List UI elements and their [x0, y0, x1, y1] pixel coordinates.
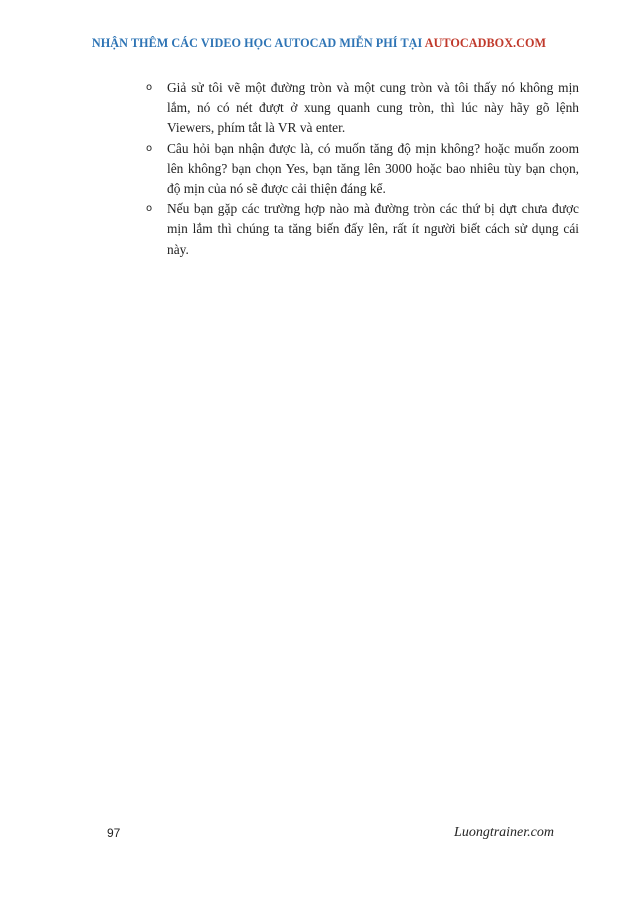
page-header [0, 36, 638, 51]
bullet-marker: o [146, 142, 153, 154]
list-item [143, 78, 579, 139]
header-site-link[interactable]: AUTOCADBOX.COM [424, 36, 547, 50]
bullet-marker: o [146, 203, 153, 215]
page-number: 97 [107, 826, 121, 840]
bullet-marker: o [146, 82, 153, 93]
list-item [143, 199, 579, 260]
bullet-text: Nếu bạn gặp các trường hợp nào mà đường tròn các thứ bị dựt chưa được mịn lắm thì chúng ta tăng biến đấy lên, rất ít người biết cách sử dụng cái này. [167, 201, 579, 257]
bullet-text: Câu hỏi bạn nhận được là, có muốn tăng độ mịn không? hoặc muốn zoom lên không? bạn chọn Yes, bạn tăng lên 3000 hoặc bao nhiêu tùy bạn chọn, độ mịn của nó sẽ được cải thiện đáng kể. [167, 140, 579, 197]
bullet-list [143, 78, 579, 260]
footer-site-link[interactable]: Luongtrainer.com [454, 825, 554, 840]
header-lead-text: NHẬN THÊM CÁC VIDEO HỌC AUTOCAD MIỄN PHÍ TẠI [91, 36, 425, 50]
list-item [143, 139, 579, 200]
bullet-text: Giả sử tôi vẽ một đường tròn và một cung tròn và tôi thấy nó không mịn lắm, nó có nét đượt ở xung quanh cung tròn, thì lúc này hãy gõ lệnh Viewers, phím tắt là VR và enter. [167, 80, 579, 136]
